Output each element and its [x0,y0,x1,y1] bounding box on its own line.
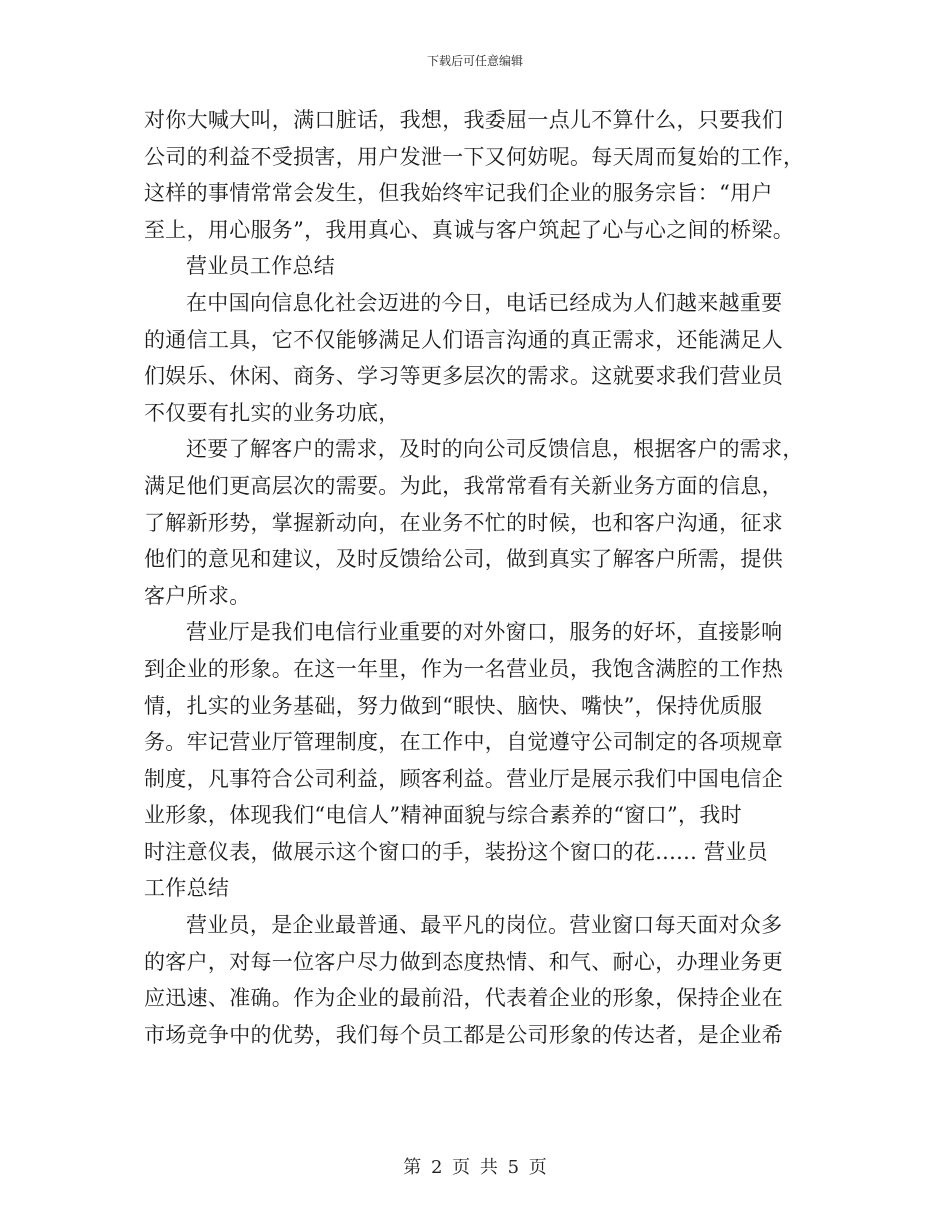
page-footer: 第 2 页 共 5 页 [403,1157,547,1178]
text-line: 们娱乐、休闲、商务、学习等更多层次的需求。这就要求我们营业员 [144,364,783,389]
text-line: 业形象，体现我们“电信人”精神面貌与综合素养的“窗口”，我时 [144,803,742,828]
text-line: 到企业的形象。在这一年里，作为一名营业员，我饱含满腔的工作热 [144,656,783,681]
text-line: 至上，用心服务”，我用真心、真诚与客户筑起了心与心之间的桥梁。 [144,217,795,242]
text-line: 的通信工具，它不仅能够满足人们语言沟通的真正需求，还能满足人 [144,327,783,352]
text-line: 营业员工作总结 [186,254,336,279]
text-line: 满足他们更高层次的需要。为此，我常常看有关新业务方面的信息， [144,473,783,498]
document-body [144,102,809,1053]
text-line: 还要了解客户的需求，及时的向公司反馈信息，根据客户的需求， [186,437,804,462]
text-line: 他们的意见和建议，及时反馈给公司，做到真实了解客户所需，提供 [144,547,783,572]
text-line: 不仅要有扎实的业务功底， [144,400,400,425]
text-line: 对你大喊大叫，满口脏话，我想，我委屈一点儿不算什么，只要我们 [144,108,783,132]
text-line: 这样的事情常常会发生，但我始终牢记我们企业的服务宗旨：“用户 [144,181,773,206]
text-line: 时注意仪表，做展示这个窗口的手，装扮这个窗口的花...... 营业员 [144,839,768,864]
page-header: 下载后可任意编辑 [426,54,523,68]
text-line: 客户所求。 [144,583,251,608]
text-line: 应迅速、准确。作为企业的最前沿，代表着企业的形象，保持企业在 [144,986,783,1011]
text-line: 在中国向信息化社会迈进的今日，电话已经成为人们越来越重要 [186,290,783,315]
text-line: 公司的利益不受损害，用户发泄一下又何妨呢。每天周而复始的工作， [144,144,805,169]
text-line: 工作总结 [144,876,230,901]
text-line: 情，扎实的业务基础，努力做到“眼快、脑快、嘴快”，保持优质服 [144,693,763,718]
text-line: 制度，凡事符合公司利益，顾客利益。营业厅是展示我们中国电信企 [144,766,783,791]
text-line: 的客户，对每一位客户尽力做到态度热情、和气、耐心，办理业务更 [144,949,783,974]
text-line: 市场竞争中的优势，我们每个员工都是公司形象的传达者，是企业希 [144,1022,783,1047]
text-line: 了解新形势，掌握新动向，在业务不忙的时候，也和客户沟通，征求 [144,510,783,535]
text-line: 营业员，是企业最普通、最平凡的岗位。营业窗口每天面对众多 [186,913,783,938]
text-line: 务。牢记营业厅管理制度，在工作中，自觉遵守公司制定的各项规章 [144,730,783,755]
text-line: 营业厅是我们电信行业重要的对外窗口，服务的好坏，直接影响 [186,620,783,645]
